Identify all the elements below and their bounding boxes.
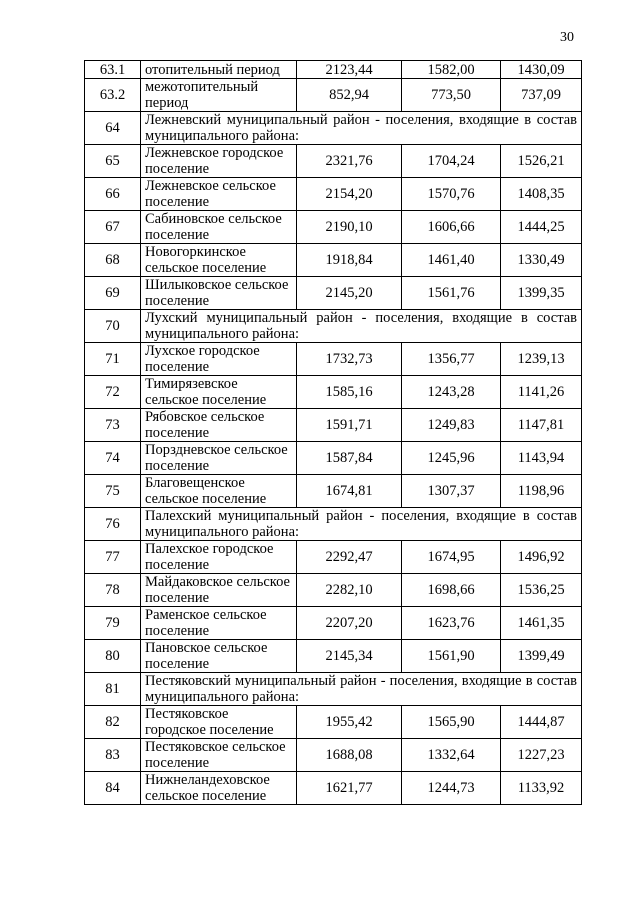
row-name: отопительный период (141, 61, 297, 79)
row-name: Палехское городское поселение (141, 541, 297, 574)
value-col-1: 2207,20 (297, 607, 402, 640)
table-row (85, 211, 582, 244)
value-col-2: 1356,77 (402, 343, 501, 376)
row-number: 68 (85, 244, 141, 277)
district-header-row (85, 112, 582, 145)
table-row (85, 79, 582, 112)
table-row (85, 442, 582, 475)
district-title: Пестяковский муниципальный район - поселения, входящие в состав муниципального района: (141, 673, 582, 706)
district-title: Палехский муниципальный район - поселения, входящие в состав муниципального района: (141, 508, 582, 541)
table-row (85, 178, 582, 211)
row-number: 78 (85, 574, 141, 607)
row-number: 71 (85, 343, 141, 376)
value-col-3: 1143,94 (501, 442, 582, 475)
page-number: 30 (560, 30, 574, 45)
value-col-1: 1674,81 (297, 475, 402, 508)
row-name: Пановское сельское поселение (141, 640, 297, 673)
value-col-2: 773,50 (402, 79, 501, 112)
table-row (85, 277, 582, 310)
row-name: Лежневское сельское поселение (141, 178, 297, 211)
district-header-row (85, 508, 582, 541)
row-number: 63.2 (85, 79, 141, 112)
row-number: 82 (85, 706, 141, 739)
value-col-1: 2321,76 (297, 145, 402, 178)
value-col-1: 1621,77 (297, 772, 402, 805)
value-col-2: 1307,37 (402, 475, 501, 508)
table-row (85, 409, 582, 442)
value-col-3: 1133,92 (501, 772, 582, 805)
value-col-3: 1147,81 (501, 409, 582, 442)
value-col-2: 1582,00 (402, 61, 501, 79)
value-col-3: 1496,92 (501, 541, 582, 574)
value-col-1: 1955,42 (297, 706, 402, 739)
value-col-2: 1565,90 (402, 706, 501, 739)
value-col-2: 1698,66 (402, 574, 501, 607)
value-col-1: 2190,10 (297, 211, 402, 244)
row-name: Раменское сельское поселение (141, 607, 297, 640)
row-name: Пестяковское городское поселение (141, 706, 297, 739)
row-name: Пестяковское сельское поселение (141, 739, 297, 772)
value-col-1: 1918,84 (297, 244, 402, 277)
row-name: Порздневское сельское поселение (141, 442, 297, 475)
value-col-1: 2123,44 (297, 61, 402, 79)
table-row (85, 475, 582, 508)
value-col-3: 1408,35 (501, 178, 582, 211)
row-name: Благовещенское сельское поселение (141, 475, 297, 508)
row-name: Тимирязевское сельское поселение (141, 376, 297, 409)
value-col-2: 1606,66 (402, 211, 501, 244)
value-col-2: 1674,95 (402, 541, 501, 574)
value-col-2: 1244,73 (402, 772, 501, 805)
value-col-3: 1141,26 (501, 376, 582, 409)
value-col-2: 1704,24 (402, 145, 501, 178)
row-number: 75 (85, 475, 141, 508)
value-col-1: 2145,34 (297, 640, 402, 673)
value-col-3: 1461,35 (501, 607, 582, 640)
row-number: 69 (85, 277, 141, 310)
table-row (85, 343, 582, 376)
row-number: 73 (85, 409, 141, 442)
value-col-3: 1227,23 (501, 739, 582, 772)
row-name: Новогоркинское сельское поселение (141, 244, 297, 277)
row-number: 72 (85, 376, 141, 409)
value-col-1: 2154,20 (297, 178, 402, 211)
value-col-1: 1587,84 (297, 442, 402, 475)
row-name: Нижнеландеховское сельское поселение (141, 772, 297, 805)
district-header-row (85, 673, 582, 706)
value-col-3: 1198,96 (501, 475, 582, 508)
row-name: Майдаковское сельское поселение (141, 574, 297, 607)
value-col-2: 1561,90 (402, 640, 501, 673)
row-number: 74 (85, 442, 141, 475)
value-col-2: 1570,76 (402, 178, 501, 211)
row-number: 67 (85, 211, 141, 244)
value-col-1: 1585,16 (297, 376, 402, 409)
table-row (85, 640, 582, 673)
value-col-1: 1732,73 (297, 343, 402, 376)
row-number: 80 (85, 640, 141, 673)
row-number: 76 (85, 508, 141, 541)
row-name: Рябовское сельское поселение (141, 409, 297, 442)
row-number: 77 (85, 541, 141, 574)
row-name: Шилыковское сельское поселение (141, 277, 297, 310)
value-col-3: 1444,87 (501, 706, 582, 739)
value-col-3: 1536,25 (501, 574, 582, 607)
value-col-3: 737,09 (501, 79, 582, 112)
value-col-1: 2282,10 (297, 574, 402, 607)
table-row (85, 244, 582, 277)
row-name: Сабиновское сельское поселение (141, 211, 297, 244)
table-row (85, 145, 582, 178)
value-col-3: 1526,21 (501, 145, 582, 178)
table-row (85, 376, 582, 409)
value-col-3: 1399,35 (501, 277, 582, 310)
value-col-1: 852,94 (297, 79, 402, 112)
row-name: Лежневское городское поселение (141, 145, 297, 178)
table-row (85, 61, 582, 79)
table-row (85, 574, 582, 607)
value-col-2: 1561,76 (402, 277, 501, 310)
value-col-2: 1332,64 (402, 739, 501, 772)
value-col-3: 1430,09 (501, 61, 582, 79)
row-number: 66 (85, 178, 141, 211)
table-row (85, 772, 582, 805)
value-col-1: 2145,20 (297, 277, 402, 310)
value-col-1: 1591,71 (297, 409, 402, 442)
row-name: межотопительный период (141, 79, 297, 112)
value-col-1: 2292,47 (297, 541, 402, 574)
district-header-row (85, 310, 582, 343)
value-col-3: 1444,25 (501, 211, 582, 244)
row-number: 63.1 (85, 61, 141, 79)
row-number: 64 (85, 112, 141, 145)
value-col-3: 1399,49 (501, 640, 582, 673)
row-name: Лухское городское поселение (141, 343, 297, 376)
table-row (85, 607, 582, 640)
value-col-2: 1243,28 (402, 376, 501, 409)
row-number: 70 (85, 310, 141, 343)
table-row (85, 541, 582, 574)
value-col-2: 1249,83 (402, 409, 501, 442)
row-number: 65 (85, 145, 141, 178)
value-col-3: 1330,49 (501, 244, 582, 277)
table-row (85, 706, 582, 739)
district-title: Лухский муниципальный район - поселения, входящие в состав муниципального района: (141, 310, 582, 343)
row-number: 83 (85, 739, 141, 772)
row-number: 79 (85, 607, 141, 640)
row-number: 84 (85, 772, 141, 805)
value-col-2: 1461,40 (402, 244, 501, 277)
value-col-2: 1623,76 (402, 607, 501, 640)
value-col-2: 1245,96 (402, 442, 501, 475)
district-title: Лежневский муниципальный район - поселения, входящие в состав муниципального района: (141, 112, 582, 145)
value-col-3: 1239,13 (501, 343, 582, 376)
value-col-1: 1688,08 (297, 739, 402, 772)
row-number: 81 (85, 673, 141, 706)
tariff-table (84, 60, 582, 805)
table-row (85, 739, 582, 772)
